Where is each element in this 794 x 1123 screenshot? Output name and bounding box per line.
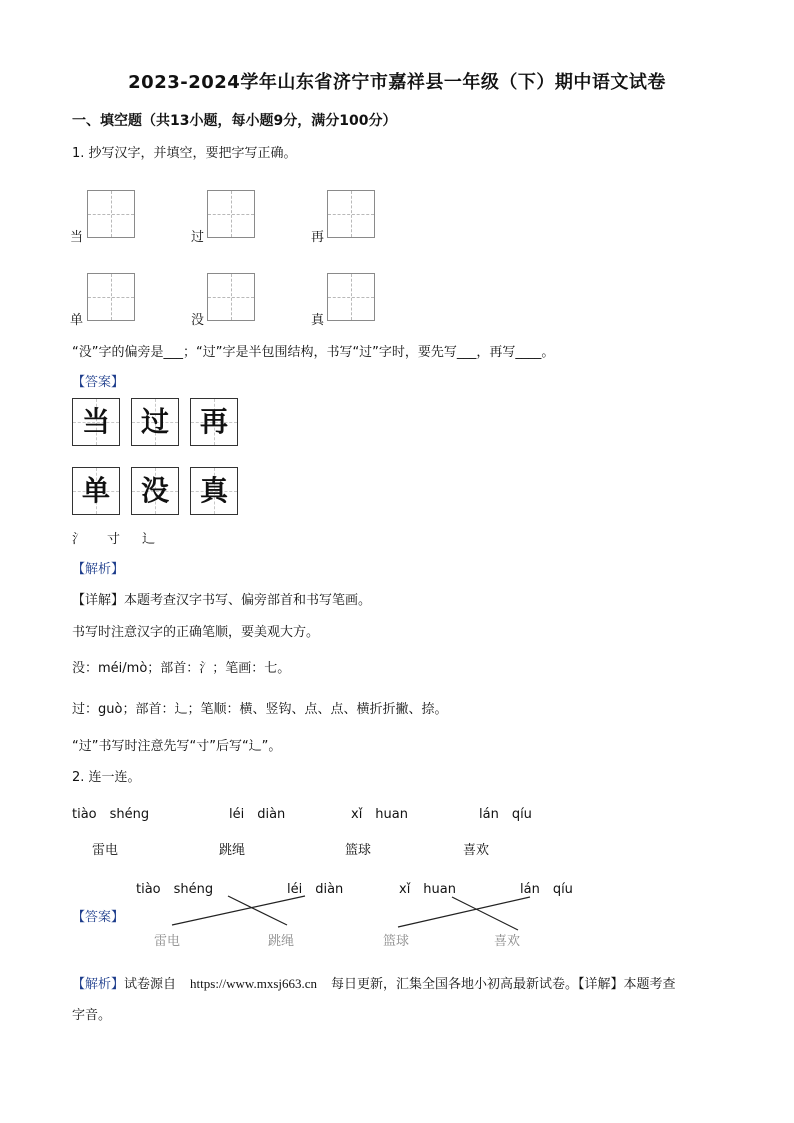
- detail-line: 【详解】本题考查汉字书写、偏旁部首和书写笔画。: [72, 593, 372, 608]
- char-label: 单: [70, 313, 84, 328]
- detail-line: 书写时注意汉字的正确笔顺，要美观大方。: [72, 625, 320, 640]
- question-1-stem: 1. 抄写汉字，并填空，要把字写正确。: [72, 146, 297, 161]
- word-label: 雷电: [92, 843, 119, 858]
- answer-pinyin: lán qíu: [520, 882, 573, 897]
- answer-char-box: 过: [131, 398, 179, 446]
- analysis-line: 字音。: [72, 1008, 112, 1023]
- source-link[interactable]: https://www.mxsj663.cn: [190, 976, 318, 991]
- answer-blank: 氵: [72, 532, 86, 547]
- answer-char-box: 单: [72, 467, 120, 515]
- answer-char-box: 没: [131, 467, 179, 515]
- answer-word: 雷电: [154, 934, 181, 949]
- word-label: 篮球: [345, 843, 372, 858]
- answer-blank: 寸: [107, 532, 121, 547]
- answer-word: 喜欢: [494, 934, 521, 949]
- detail-line: 过：guò；部首：辶；笔顺：横、竖钩、点、点、横折折撇、捺。: [72, 702, 448, 717]
- char-label: 再: [311, 230, 325, 245]
- analysis-text: 试卷源自: [124, 977, 177, 992]
- detail-line: “过”书写时注意先写“寸”后写“辶”。: [72, 739, 282, 754]
- detail-line: 没：méi/mò；部首：氵；笔画：七。: [72, 661, 291, 676]
- pinyin-label: tiào shéng: [72, 807, 150, 822]
- answer-pinyin: xǐ huan: [399, 882, 456, 897]
- analysis-line: [72, 973, 676, 992]
- char-label: 当: [70, 230, 84, 245]
- char-label: 没: [191, 313, 205, 328]
- match-line: [398, 897, 530, 927]
- pinyin-label: léi diàn: [229, 807, 286, 822]
- analysis-tag: 【解析】: [72, 562, 125, 577]
- answer-pinyin: tiào shéng: [136, 882, 214, 897]
- analysis-tag: 【解析】: [72, 977, 125, 992]
- page-title: 2023-2024学年山东省济宁市嘉祥县一年级（下）期中语文试卷: [128, 72, 666, 93]
- answer-word: 跳绳: [268, 934, 295, 949]
- answer-word: 篮球: [383, 934, 410, 949]
- match-line: [172, 896, 305, 925]
- word-label: 喜欢: [463, 843, 490, 858]
- answer-pinyin: léi diàn: [287, 882, 344, 897]
- answer-tag: 【答案】: [72, 910, 125, 925]
- char-label: 过: [191, 230, 205, 245]
- question-2-stem: 2. 连一连。: [72, 770, 141, 785]
- answer-blank: 辶: [142, 532, 156, 547]
- pinyin-label: lán qíu: [479, 807, 532, 822]
- answer-char-box: 真: [190, 467, 238, 515]
- answer-char-box: 再: [190, 398, 238, 446]
- pinyin-label: xǐ huan: [351, 807, 408, 822]
- answer-tag: 【答案】: [72, 375, 125, 390]
- answer-char-box: 当: [72, 398, 120, 446]
- fill-in-text: “没”字的偏旁是___；“过”字是半包围结构，书写“过”字时，要先写___，再写____。: [72, 345, 555, 360]
- char-label: 真: [311, 313, 325, 328]
- section-heading: 一、填空题（共13小题，每小题9分，满分100分）: [72, 113, 397, 129]
- analysis-text: 每日更新，汇集全国各地小初高最新试卷。【详解】本题考查: [331, 977, 676, 992]
- word-label: 跳绳: [219, 843, 246, 858]
